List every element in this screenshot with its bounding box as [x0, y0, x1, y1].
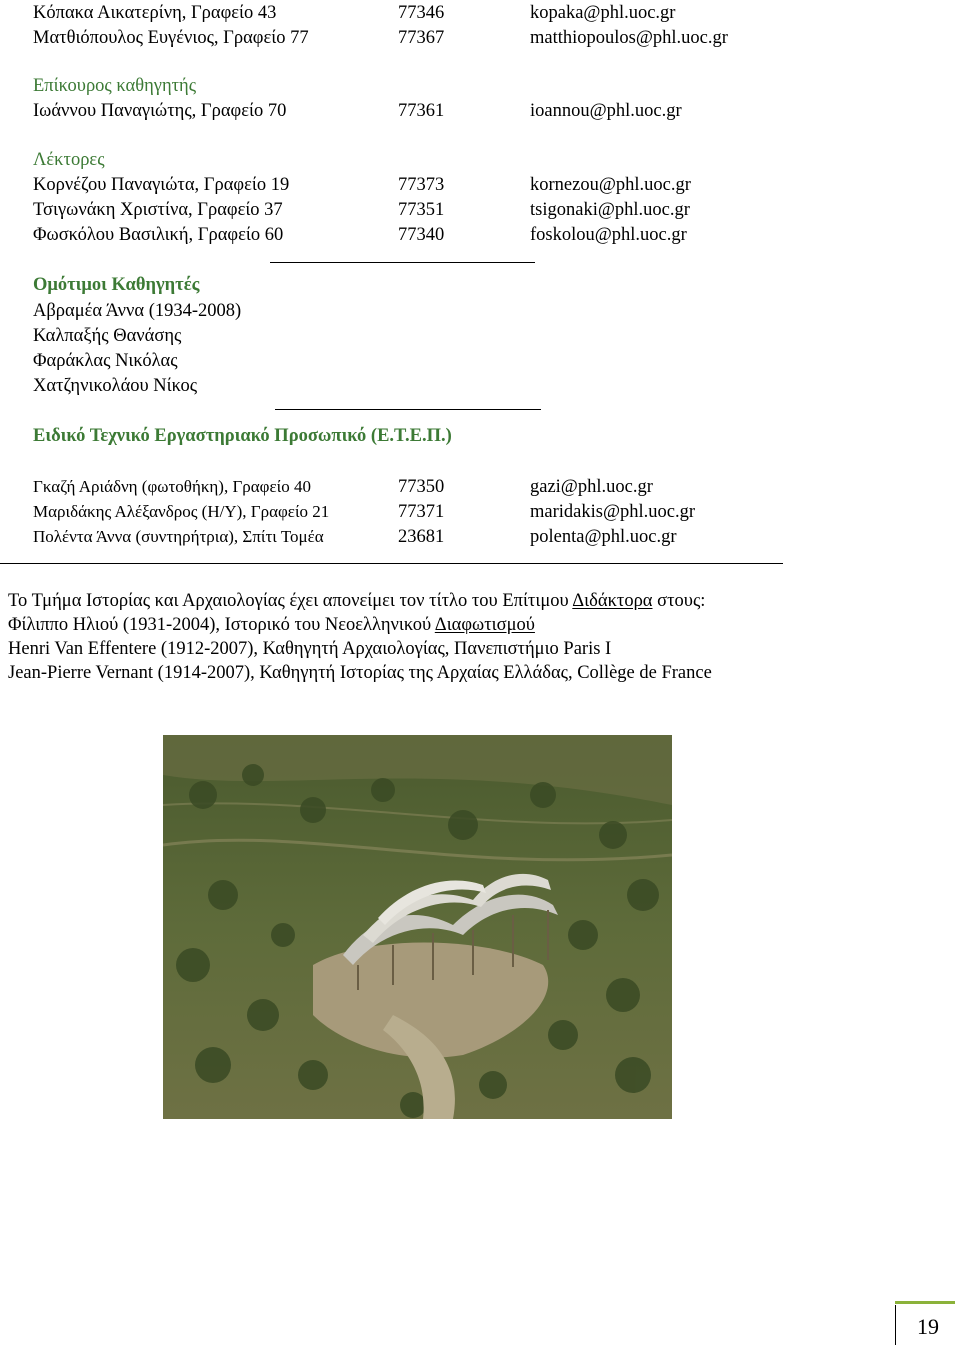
staff-email: foskolou@phl.uoc.gr — [530, 225, 687, 245]
divider — [270, 262, 535, 263]
staff-name: Ματθιόπουλος Ευγένιος, Γραφείο 77 — [33, 28, 309, 48]
staff-name: Τσιγωνάκη Χριστίνα, Γραφείο 37 — [33, 200, 283, 220]
text-run: στους: — [652, 591, 706, 611]
emeriti-heading: Ομότιμοι Καθηγητές — [33, 275, 200, 295]
staff-name: Μαριδάκης Αλέξανδρος (Η/Υ), Γραφείο 21 — [33, 502, 330, 521]
text-run: Το Τμήμα Ιστορίας και Αρχαιολογίας έχει απονείμει τον τίτλο του Επίτιμου — [8, 591, 573, 611]
honorary-line-1 — [8, 613, 535, 638]
emeritus-name: Φαράκλας Νικόλας — [33, 351, 178, 371]
divider — [275, 409, 541, 410]
page-number: 19 — [917, 1314, 939, 1339]
staff-phone: 77371 — [398, 502, 445, 522]
staff-email: kornezou@phl.uoc.gr — [530, 175, 691, 195]
text-run: Φίλιππο Ηλιού (1931-2004), Ιστορικό του Νεοελληνικού — [8, 615, 435, 635]
technical-heading: Ειδικό Τεχνικό Εργαστηριακό Προσωπικό (Ε.Τ.Ε.Π.) — [33, 426, 452, 446]
staff-phone: 77351 — [398, 200, 445, 220]
staff-email: matthiopoulos@phl.uoc.gr — [530, 28, 728, 48]
emeritus-name: Χατζηνικολάου Νίκος — [33, 376, 198, 396]
staff-email: polenta@phl.uoc.gr — [530, 527, 677, 547]
staff-email: ioannou@phl.uoc.gr — [530, 101, 682, 121]
divider — [0, 563, 783, 564]
staff-phone: 77373 — [398, 175, 445, 195]
honorary-intro — [8, 589, 705, 614]
staff-phone: 77350 — [398, 477, 445, 497]
staff-phone: 77346 — [398, 3, 445, 23]
staff-email: tsigonaki@phl.uoc.gr — [530, 200, 690, 220]
emeritus-name: Καλπαξής Θανάσης — [33, 326, 182, 346]
staff-name: Φωσκόλου Βασιλική, Γραφείο 60 — [33, 225, 284, 245]
staff-name: Ιωάννου Παναγιώτης, Γραφείο 70 — [33, 101, 287, 121]
staff-phone: 77340 — [398, 225, 445, 245]
staff-email: gazi@phl.uoc.gr — [530, 477, 653, 497]
staff-name: Πολέντα Άννα (συντηρήτρια), Σπίτι Τομέα — [33, 527, 324, 546]
honorary-line-3: Jean-Pierre Vernant (1914-2007), Καθηγητή Ιστορίας της Αρχαίας Ελλάδας, Collège de France — [8, 663, 712, 683]
site-photo — [163, 735, 672, 1119]
staff-name: Κόπακα Αικατερίνη, Γραφείο 43 — [33, 3, 277, 23]
underlined-word: Διαφωτισμού — [434, 615, 535, 635]
staff-email: kopaka@phl.uoc.gr — [530, 3, 676, 23]
staff-phone: 77361 — [398, 101, 445, 121]
assistant-heading: Επίκουρος καθηγητής — [33, 76, 197, 96]
lecturers-heading: Λέκτορες — [33, 150, 105, 170]
underlined-word: Διδάκτορα — [572, 591, 653, 611]
staff-name: Γκαζή Αριάδνη (φωτοθήκη), Γραφείο 40 — [33, 477, 311, 496]
staff-email: maridakis@phl.uoc.gr — [530, 502, 696, 522]
page-number-bar — [895, 1301, 955, 1304]
honorary-line-2: Henri Van Effentere (1912-2007), Καθηγητή Αρχαιολογίας, Πανεπιστήμιο Paris I — [8, 639, 612, 659]
emeritus-name: Αβραμέα Άννα (1934-2008) — [33, 301, 242, 321]
staff-phone: 77367 — [398, 28, 445, 48]
staff-phone: 23681 — [398, 527, 445, 547]
staff-name: Κορνέζου Παναγιώτα, Γραφείο 19 — [33, 175, 290, 195]
